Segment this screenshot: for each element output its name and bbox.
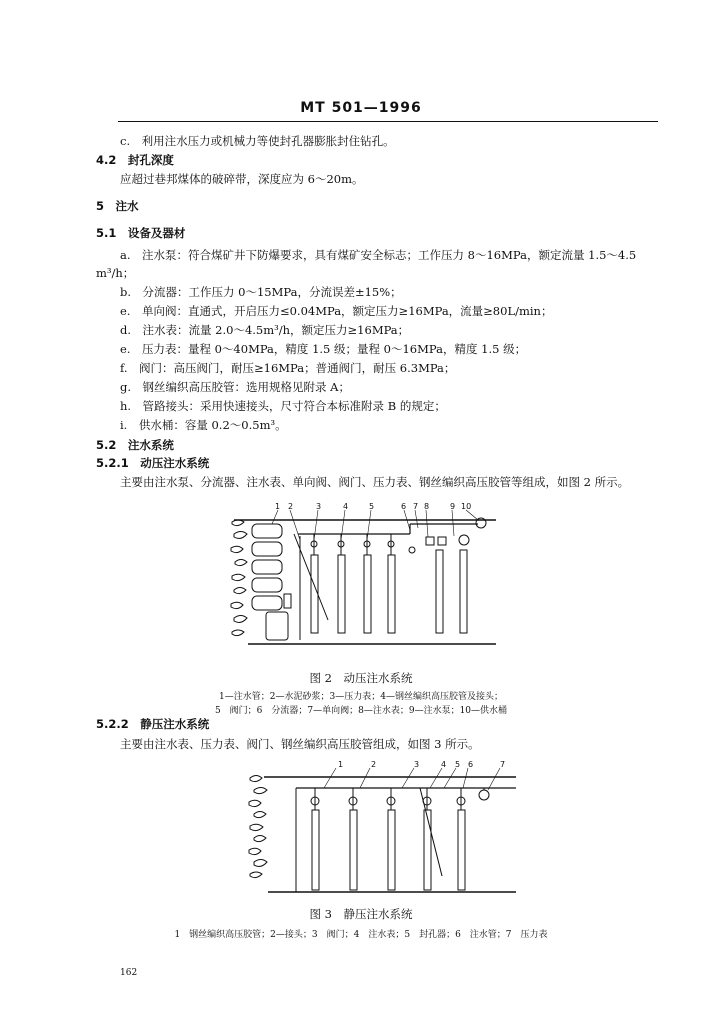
page-number: 162 <box>120 968 138 978</box>
fig2-label-10: 10 <box>461 502 472 511</box>
fig3-label-4: 4 <box>441 760 447 769</box>
item-d-text: d. 注水表：流量 2.0～4.5m³/h，额定压力≥16MPa； <box>120 323 410 337</box>
section-4-2-text: 应超过巷邦煤体的破碎带，深度应为 6～20m。 <box>120 172 364 186</box>
figure-2-diagram <box>228 500 500 655</box>
section-4-2-heading: 4.2 封孔深度 <box>96 153 174 167</box>
section-5-2-heading: 5.2 注水系统 <box>96 438 174 452</box>
figure-2-legend-line-1: 1—注水管；2—水泥砂浆；3—压力表；4—钢丝编织高压胶管及接头； <box>219 692 503 702</box>
item-e2-text: e. 压力表：量程 0～40MPa，精度 1.5 级；量程 0～16MPa，精度 1.5 级； <box>120 342 527 356</box>
figure-3-caption: 图 3 静压注水系统 <box>309 907 413 921</box>
item-i-text: i. 供水桶：容量 0.2～0.5m³。 <box>120 418 287 432</box>
figure-2-caption: 图 2 动压注水系统 <box>309 671 413 685</box>
fig2-label-9: 9 <box>450 502 456 511</box>
figure-3-legend: 1 钢丝编织高压胶管；2—接头；3 阀门；4 注水表；5 封孔器；6 注水管；7 压力表 <box>174 930 548 940</box>
fig2-label-8: 8 <box>424 502 430 511</box>
item-a-text: a. 注水泵：符合煤矿井下防爆要求，具有煤矿安全标志；工作压力 8～16MPa，额定流量 1.5～4.5 <box>120 248 637 262</box>
fig2-label-5: 5 <box>369 502 375 511</box>
section-5-2-2-heading: 5.2.2 静压注水系统 <box>96 717 210 731</box>
fig3-label-7: 7 <box>500 760 506 769</box>
fig2-label-6: 6 <box>401 502 407 511</box>
running-header: MT 501—1996 <box>300 100 422 116</box>
fig2-label-3: 3 <box>316 502 322 511</box>
fig2-label-2: 2 <box>288 502 294 511</box>
fig2-label-1: 1 <box>275 502 281 511</box>
figure-2-legend-line-2: 5 阀门；6 分流器；7—单向阀；8—注水表；9—注水泵；10—供水桶 <box>214 706 508 716</box>
item-g-text: g. 钢丝编织高压胶管：选用规格见附录 A； <box>120 380 350 394</box>
section-5-heading: 5 注水 <box>96 199 139 213</box>
item-a-continuation: m³/h； <box>96 266 135 280</box>
item-b-text: b. 分流器：工作压力 0～15MPa，分流误差±15%； <box>120 285 402 299</box>
section-5-1-heading: 5.1 设备及器材 <box>96 226 186 240</box>
fig3-label-5: 5 <box>455 760 461 769</box>
fig3-label-1: 1 <box>338 760 344 769</box>
figure-3-diagram <box>244 758 520 900</box>
header-rule <box>118 121 658 122</box>
fig2-label-7: 7 <box>413 502 419 511</box>
section-5-2-1-text: 主要由注水泵、分流器、注水表、单向阀、阀门、压力表、钢丝编织高压胶管等组成，如图 2 所示。 <box>120 475 630 489</box>
item-e1-text: e. 单向阀：直通式，开启压力≤0.04MPa，额定压力≥16MPa，流量≥80L/min； <box>120 304 553 318</box>
item-h-text: h. 管路接头：采用快速接头，尺寸符合本标准附录 B 的规定； <box>120 399 446 413</box>
fig3-label-2: 2 <box>371 760 377 769</box>
fig3-label-6: 6 <box>468 760 474 769</box>
fig3-label-3: 3 <box>414 760 420 769</box>
section-5-2-2-text: 主要由注水表、压力表、阀门、钢丝编织高压胶管组成，如图 3 所示。 <box>120 737 480 751</box>
item-c-text: c. 利用注水压力或机械力等使封孔器膨胀封住钻孔。 <box>120 134 395 148</box>
fig2-label-4: 4 <box>343 502 349 511</box>
item-f-text: f. 阀门：高压阀门，耐压≥16MPa；普通阀门，耐压 6.3MPa； <box>120 361 456 375</box>
section-5-2-1-heading: 5.2.1 动压注水系统 <box>96 456 210 470</box>
